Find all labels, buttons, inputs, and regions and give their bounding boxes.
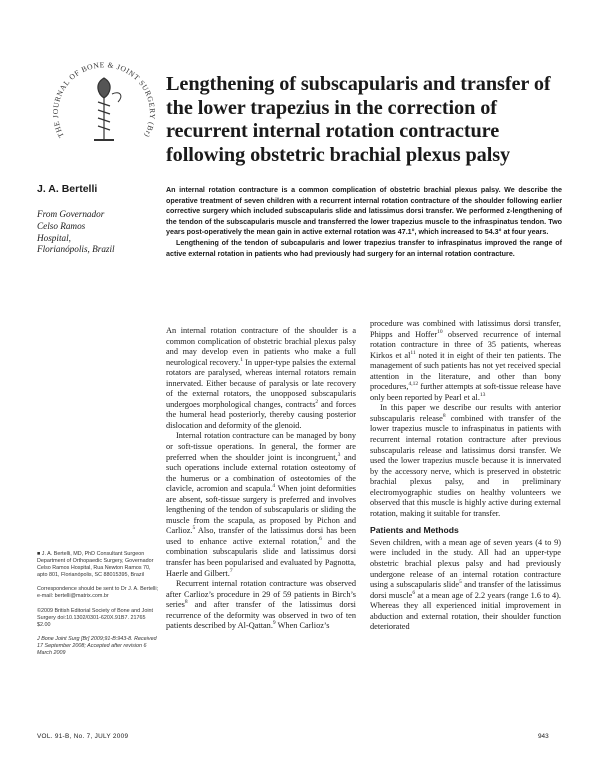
- author-name: J. A. Bertelli: [37, 183, 98, 195]
- body-paragraph: Seven children, with a mean age of seven years (4 to 9) were included in the study. All had an upper-type obstetric brachial plexus palsy and had previously undergone release of an internal rotation contracture using a subscapularis slide$^5$ and transfer of the latissimus dorsi muscle$^6$ at a mean age of 2.2 years (range 1.6 to 4). Whereas they all experienced initial improvement in abduction and external rotation, their shoulder function deteriorated: [370, 537, 561, 632]
- page-number: 943: [538, 733, 549, 740]
- body-column-left: [166, 326, 356, 632]
- author-details: ■ J. A. Bertelli, MD, PhD Consultant Surgeon Department of Orthopaedic Surgery, Governador Celso Ramos Hospital, Rua Newton Ramos 70, apto 801, Florianópolis, SC 88015395, Brazil: [37, 551, 154, 579]
- correspondence-note: Correspondence should be sent to Dr J. A. Bertelli; e-mail: bertelli@matrix.com.br: [37, 586, 159, 600]
- logo-ring-text: THE JOURNAL OF BONE & JOINT SURGERY (Br): [50, 60, 158, 140]
- body-paragraph: In this paper we describe our results with anterior subscapularis release$^8$ combined with transfer of the lower trapezius muscle to infraspinatus in patients with recurrent internal rotation contracture after previous subscapularis release and latissimus dorsi transfer. We used the lower trapezius muscle because it is innervated by the accessory nerve, which is preserved in obstetric brachial plexus palsy, and in preliminary electromyographic studies on healthy volunteers we observed that this muscle is highly active during external rotation, making it suitable for transfer.: [370, 403, 561, 518]
- body-column-right: [370, 319, 561, 633]
- affiliation-line: Celso Ramos: [37, 220, 86, 231]
- abstract-paragraph: An internal rotation contracture is a common complication of obstetric brachial plexus palsy. We describe the operative treatment of seven children with a recurrent internal rotation contracture of the shoulder following earlier corrective surgery which included subscapularis slide and latissimus dorsi transfer. We performed z-lengthening of the tendon of the subscapularis muscle and transferred the lower trapezius muscle to the infraspinatus tendon. Two years post-operatively the mean gain in active external rotation was 47.1°, which increased to 54.3° at four years.: [166, 186, 562, 237]
- sidebar-notes: [37, 551, 159, 664]
- affiliation-line: Florianópolis, Brazil: [37, 244, 115, 255]
- citation-note: J Bone Joint Surg [Br] 2009;91-B:943-8. Received 17 September 2008; Accepted after revision 6 March 2009: [37, 635, 157, 657]
- body-paragraph: An internal rotation contracture of the shoulder is a common complication of obstetric brachial plexus palsy and may develop even in patients who make a full neurological recovery.$^1$ In upper-type palsies the external rotators are paralysed, whereas internal rotators remain innervated. Either because of paralysis or late recovery of the external rotators, the unopposed subscapularis undergoes morphological changes, contracts$^2$ and forces the humeral head posteriorly, thereby causing posterior dislocation and deformity of the glenoid.: [166, 326, 356, 430]
- logo-emblem-icon: [94, 78, 121, 140]
- affiliation-line: Hospital,: [37, 232, 71, 243]
- journal-logo: [44, 44, 164, 166]
- abstract-paragraph: Lengthening of the tendon of subcapularis and lower trapezius transfer to infraspinatus improved the range of active external rotation in patients who had previously had surgery for an internal rotation contracture.: [166, 238, 562, 258]
- body-paragraph: procedure was combined with latissimus dorsi transfer, Phipps and Hoffer$^{10}$ observed recurrence of internal rotation contracture in three of 35 patients, whereas Kirkos et $al^{11}$ noted it in eight of their ten patients. The management of such patients has not yet received special attention in the literature, and other than bony procedures,$^{4,12}$ further attempts at soft-tissue release have only been reported by Pearl et al.$^{13}$: [370, 319, 561, 402]
- author-affiliation: [37, 209, 155, 256]
- footer-volume: VOL. 91-B, No. 7, JULY 2009: [37, 733, 129, 740]
- body-paragraph: Recurrent internal rotation contracture was observed after Carlioz’s procedure in 29 of 59 patients in Birch’s series$^8$ and after transfer of the latissimus dorsi recurrence of the deformity was observed in two of ten patients described by Al-Qattan.$^9$ When Carlioz’s: [166, 579, 356, 631]
- affiliation-line: From Governador: [37, 209, 105, 219]
- section-heading: Patients and Methods: [370, 525, 459, 536]
- body-paragraph: Internal rotation contracture can be managed by bony or soft-tissue operations. In general, the former are preferred when the shoulder joint is incongruent,$^3$ and such operations include external rotation osteotomy of the humerus or a combination of osteotomies of the clavicle, acromion and scapula.$^4$ When joint deformities are absent, soft-tissue surgery is preferred and involves lengthening of the tendon of subscapularis or sliding the muscle from the scapula, as proposed by Pichon and Carlioz.$^5$ Also, transfer of the latissimus dorsi has been used to enhance active external rotation,$^6$ and the combination subscapularis slide and latissimus dorsi transfer has been popularised and evaluated by Pagnotta, Haerle and Gilbert.$^7$: [166, 431, 356, 578]
- abstract: [166, 185, 562, 259]
- copyright-note: ©2009 British Editorial Society of Bone and Joint Surgery doi:10.1302/0301-620X.91B7. 21765 $2.00: [37, 607, 154, 628]
- article-title: Lengthening of subscapularis and transfer of the lower trapezius in the correction of recurrent internal rotation contracture following obstetric brachial plexus palsy: [166, 73, 551, 166]
